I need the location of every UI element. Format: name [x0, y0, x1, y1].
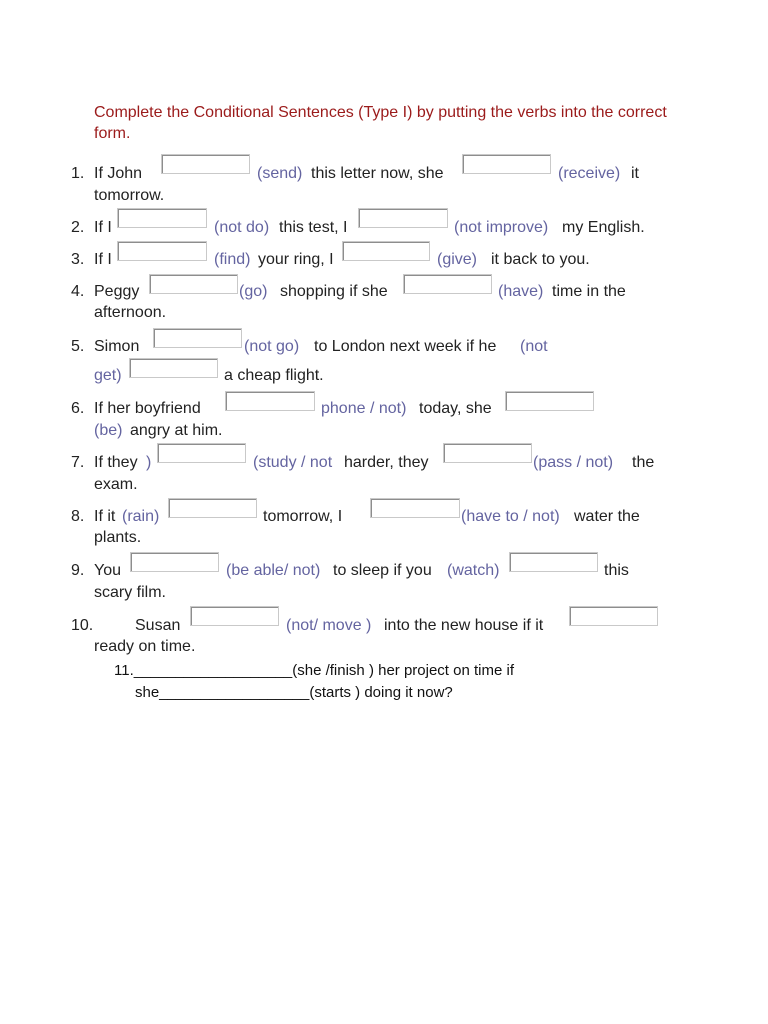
verb-hint: (watch) — [447, 562, 500, 579]
sentence-text: time in the — [552, 283, 626, 300]
item-number: 3. — [71, 251, 85, 268]
sentence-text: afternoon. — [94, 304, 167, 321]
answer-field[interactable] — [157, 443, 246, 463]
answer-field[interactable] — [153, 328, 242, 348]
sentence-text: If her boyfriend — [94, 400, 201, 417]
sentence-text: 11.___________________(she /finish ) her project on time if — [114, 662, 514, 679]
answer-field[interactable] — [117, 208, 207, 228]
verb-hint: (be) — [94, 422, 123, 439]
verb-hint: (go) — [239, 283, 268, 300]
sentence-text: to sleep if you — [333, 562, 432, 579]
sentence-text: my English. — [562, 219, 645, 236]
sentence-text: this letter now, she — [311, 165, 444, 182]
sentence-text: If I — [94, 251, 112, 268]
sentence-text: ready on time. — [94, 638, 196, 655]
verb-hint: (have) — [498, 283, 544, 300]
sentence-text: Susan — [135, 617, 181, 634]
verb-hint: ) — [146, 454, 152, 471]
sentence-text: shopping if she — [280, 283, 388, 300]
sentence-text: If John — [94, 165, 143, 182]
verb-hint: (be able/ not) — [226, 562, 321, 579]
answer-field[interactable] — [370, 498, 460, 518]
verb-hint: (not/ move ) — [286, 617, 372, 634]
sentence-text: water the — [574, 508, 640, 525]
sentence-text: today, she — [419, 400, 492, 417]
sentence-text: your ring, I — [258, 251, 334, 268]
verb-hint: (have to / not) — [461, 508, 560, 525]
item-number: 9. — [71, 562, 85, 579]
answer-field[interactable] — [190, 606, 279, 626]
verb-hint: (not do) — [214, 219, 270, 236]
item-number: 6. — [71, 400, 85, 417]
sentence-text: into the new house if it — [384, 617, 544, 634]
verb-hint: (not improve) — [454, 219, 549, 236]
item-number: 4. — [71, 283, 85, 300]
verb-hint: (pass / not) — [533, 454, 614, 471]
sentence-text: a cheap flight. — [224, 367, 324, 384]
sentence-text: it back to you. — [491, 251, 590, 268]
item-number: 7. — [71, 454, 85, 471]
answer-field[interactable] — [149, 274, 238, 294]
verb-hint: (give) — [437, 251, 478, 268]
answer-field[interactable] — [168, 498, 257, 518]
exercise-instructions: Complete the Conditional Sentences (Type I) by putting the verbs into the correct form. — [94, 104, 667, 142]
sentence-text: it — [631, 165, 639, 182]
answer-field[interactable] — [569, 606, 658, 626]
sentence-text: the — [632, 454, 655, 471]
answer-field[interactable] — [117, 241, 207, 261]
answer-field[interactable] — [161, 154, 250, 174]
verb-hint: (study / not — [253, 454, 333, 471]
sentence-text: exam. — [94, 476, 138, 493]
item-number: 1. — [71, 165, 85, 182]
verb-hint: (receive) — [558, 165, 621, 182]
verb-hint: (send) — [257, 165, 303, 182]
answer-field[interactable] — [403, 274, 492, 294]
item-number: 5. — [71, 338, 85, 355]
answer-field[interactable] — [509, 552, 598, 572]
verb-hint: phone / not) — [321, 400, 407, 417]
item-number: 10. — [71, 617, 94, 634]
verb-hint: get) — [94, 367, 122, 384]
sentence-text: Peggy — [94, 283, 140, 300]
item-number: 8. — [71, 508, 85, 525]
sentence-text: Simon — [94, 338, 140, 355]
answer-field[interactable] — [358, 208, 448, 228]
sentence-text: this — [604, 562, 629, 579]
sentence-text: If they — [94, 454, 138, 471]
answer-field[interactable] — [443, 443, 532, 463]
answer-field[interactable] — [129, 358, 218, 378]
sentence-text: to London next week if he — [314, 338, 497, 355]
verb-hint: (not — [520, 338, 548, 355]
sentence-text: tomorrow, I — [263, 508, 343, 525]
sentence-text: scary film. — [94, 584, 166, 601]
sentence-text: angry at him. — [130, 422, 223, 439]
answer-field[interactable] — [225, 391, 315, 411]
sentence-text: plants. — [94, 529, 142, 546]
answer-field[interactable] — [342, 241, 430, 261]
answer-field[interactable] — [462, 154, 551, 174]
sentence-text: tomorrow. — [94, 187, 165, 204]
sentence-text: You — [94, 562, 121, 579]
verb-hint: (find) — [214, 251, 251, 268]
sentence-text: she__________________(starts ) doing it now? — [135, 684, 453, 701]
answer-field[interactable] — [505, 391, 594, 411]
sentence-text: If I — [94, 219, 112, 236]
sentence-text: this test, I — [279, 219, 348, 236]
verb-hint: (not go) — [244, 338, 300, 355]
verb-hint: (rain) — [122, 508, 160, 525]
sentence-text: If it — [94, 508, 116, 525]
item-number: 2. — [71, 219, 85, 236]
sentence-text: harder, they — [344, 454, 429, 471]
answer-field[interactable] — [130, 552, 219, 572]
